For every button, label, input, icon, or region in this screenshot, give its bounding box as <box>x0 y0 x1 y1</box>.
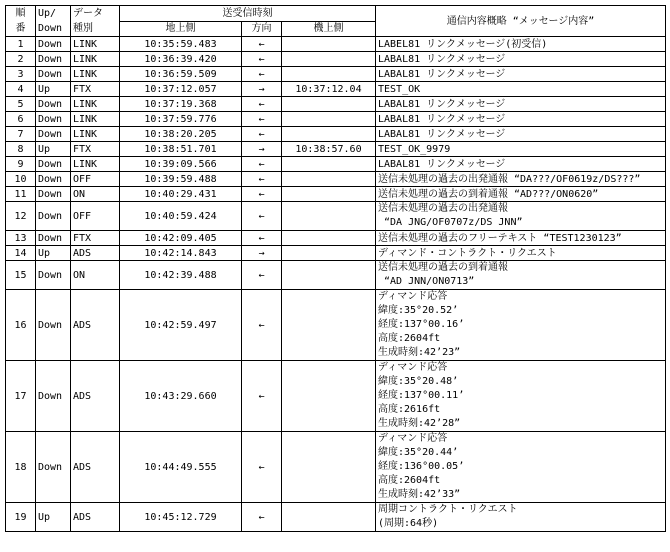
row-data-type: OFF <box>71 172 120 187</box>
table-row <box>6 432 666 503</box>
row-message-summary: LABEL81 リンクメッセージ(初受信) <box>376 37 666 52</box>
row-number: 6 <box>6 112 36 127</box>
log-table-body <box>6 37 666 532</box>
row-ground-time: 10:35:59.483 <box>120 37 242 52</box>
row-ground-time: 10:38:20.205 <box>120 127 242 142</box>
row-direction-arrow: ← <box>242 231 282 246</box>
row-direction-arrow: → <box>242 246 282 261</box>
row-up-down: Down <box>36 432 71 503</box>
row-number: 14 <box>6 246 36 261</box>
row-message-summary: ディマンド応答 緯度:35°20.48’ 経度:137°00.11’ 高度:2616ft 生成時刻:42’28” <box>376 361 666 432</box>
row-message-summary: TEST_OK <box>376 82 666 97</box>
row-direction-arrow: ← <box>242 503 282 532</box>
header-aircraft-side: 機上側 <box>282 21 376 37</box>
row-data-type: ADS <box>71 361 120 432</box>
row-aircraft-time <box>282 172 376 187</box>
row-data-type: LINK <box>71 112 120 127</box>
row-data-type: ADS <box>71 246 120 261</box>
row-up-down: Down <box>36 202 71 231</box>
row-message-summary: LABAL81 リンクメッセージ <box>376 157 666 172</box>
table-row <box>6 142 666 157</box>
row-aircraft-time: 10:37:12.04 <box>282 82 376 97</box>
row-up-down: Down <box>36 231 71 246</box>
row-number: 9 <box>6 157 36 172</box>
header-ground-side: 地上側 <box>120 21 242 37</box>
row-direction-arrow: ← <box>242 52 282 67</box>
row-direction-arrow: → <box>242 82 282 97</box>
row-up-down: Down <box>36 37 71 52</box>
row-number: 16 <box>6 290 36 361</box>
row-ground-time: 10:39:09.566 <box>120 157 242 172</box>
row-number: 17 <box>6 361 36 432</box>
row-up-down: Down <box>36 261 71 290</box>
row-data-type: LINK <box>71 127 120 142</box>
header-sequence-number: 順 番 <box>6 6 36 37</box>
row-number: 8 <box>6 142 36 157</box>
row-message-summary: ディマンド応答 緯度:35°20.52’ 経度:137°00.16’ 高度:2604ft 生成時刻:42’23” <box>376 290 666 361</box>
row-direction-arrow: ← <box>242 261 282 290</box>
row-data-type: OFF <box>71 202 120 231</box>
row-ground-time: 10:42:39.488 <box>120 261 242 290</box>
row-aircraft-time <box>282 231 376 246</box>
row-number: 1 <box>6 37 36 52</box>
row-up-down: Up <box>36 82 71 97</box>
table-row <box>6 52 666 67</box>
header-row-1 <box>6 6 666 22</box>
row-ground-time: 10:40:29.431 <box>120 187 242 202</box>
table-row <box>6 290 666 361</box>
row-aircraft-time <box>282 261 376 290</box>
table-row <box>6 202 666 231</box>
row-aircraft-time <box>282 52 376 67</box>
row-up-down: Up <box>36 503 71 532</box>
row-data-type: FTX <box>71 231 120 246</box>
row-data-type: LINK <box>71 67 120 82</box>
row-ground-time: 10:44:49.555 <box>120 432 242 503</box>
row-up-down: Down <box>36 52 71 67</box>
row-direction-arrow: ← <box>242 432 282 503</box>
row-data-type: LINK <box>71 97 120 112</box>
row-number: 11 <box>6 187 36 202</box>
row-number: 13 <box>6 231 36 246</box>
row-up-down: Down <box>36 361 71 432</box>
row-message-summary: ディマンド応答 緯度:35°20.44’ 経度:136°00.05’ 高度:2604ft 生成時刻:42’33” <box>376 432 666 503</box>
row-direction-arrow: ← <box>242 157 282 172</box>
row-aircraft-time <box>282 187 376 202</box>
row-aircraft-time <box>282 202 376 231</box>
row-data-type: ON <box>71 261 120 290</box>
header-direction: 方向 <box>242 21 282 37</box>
row-number: 10 <box>6 172 36 187</box>
row-message-summary: LABAL81 リンクメッセージ <box>376 97 666 112</box>
header-message-summary: 通信内容概略 “メッセージ内容” <box>376 6 666 37</box>
row-ground-time: 10:40:59.424 <box>120 202 242 231</box>
row-ground-time: 10:38:51.701 <box>120 142 242 157</box>
row-aircraft-time <box>282 97 376 112</box>
table-row <box>6 261 666 290</box>
row-ground-time: 10:45:12.729 <box>120 503 242 532</box>
row-direction-arrow: ← <box>242 67 282 82</box>
table-row <box>6 187 666 202</box>
row-ground-time: 10:43:29.660 <box>120 361 242 432</box>
row-message-summary: LABAL81 リンクメッセージ <box>376 127 666 142</box>
row-message-summary: 送信未処理の過去の出発通報 “DA???/OF0619z/DS???” <box>376 172 666 187</box>
row-message-summary: 送信未処理の過去のフリーテキスト “TEST1230123” <box>376 231 666 246</box>
row-ground-time: 10:42:14.843 <box>120 246 242 261</box>
header-time-group: 送受信時刻 <box>120 6 376 22</box>
row-data-type: LINK <box>71 52 120 67</box>
row-message-summary: 周期コントラクト・リクエスト (周期:64秒) <box>376 503 666 532</box>
row-ground-time: 10:37:12.057 <box>120 82 242 97</box>
row-ground-time: 10:37:59.776 <box>120 112 242 127</box>
table-row <box>6 246 666 261</box>
row-message-summary: 送信未処理の過去の出発通報 “DA JNG/OF0707z/DS JNN” <box>376 202 666 231</box>
row-up-down: Down <box>36 67 71 82</box>
row-number: 12 <box>6 202 36 231</box>
row-aircraft-time <box>282 290 376 361</box>
row-data-type: ON <box>71 187 120 202</box>
row-up-down: Down <box>36 187 71 202</box>
row-direction-arrow: ← <box>242 127 282 142</box>
row-number: 19 <box>6 503 36 532</box>
row-data-type: LINK <box>71 157 120 172</box>
row-up-down: Down <box>36 127 71 142</box>
row-data-type: ADS <box>71 503 120 532</box>
row-direction-arrow: ← <box>242 290 282 361</box>
table-row <box>6 503 666 532</box>
row-number: 2 <box>6 52 36 67</box>
row-data-type: FTX <box>71 82 120 97</box>
row-number: 7 <box>6 127 36 142</box>
row-ground-time: 10:42:09.405 <box>120 231 242 246</box>
row-up-down: Up <box>36 142 71 157</box>
row-data-type: FTX <box>71 142 120 157</box>
row-aircraft-time <box>282 246 376 261</box>
header-up-down: Up/ Down <box>36 6 71 37</box>
row-aircraft-time <box>282 37 376 52</box>
row-ground-time: 10:36:59.509 <box>120 67 242 82</box>
row-data-type: ADS <box>71 432 120 503</box>
log-table-wrapper <box>5 5 666 532</box>
row-up-down: Down <box>36 112 71 127</box>
row-message-summary: LABAL81 リンクメッセージ <box>376 52 666 67</box>
row-ground-time: 10:42:59.497 <box>120 290 242 361</box>
row-number: 5 <box>6 97 36 112</box>
row-number: 3 <box>6 67 36 82</box>
header-data-type: データ 種別 <box>71 6 120 37</box>
row-number: 18 <box>6 432 36 503</box>
row-direction-arrow: ← <box>242 37 282 52</box>
table-row <box>6 67 666 82</box>
row-up-down: Down <box>36 97 71 112</box>
table-row <box>6 97 666 112</box>
row-message-summary: 送信未処理の過去の到着通報 “AD JNN/ON0713” <box>376 261 666 290</box>
row-aircraft-time <box>282 127 376 142</box>
row-message-summary: LABAL81 リンクメッセージ <box>376 112 666 127</box>
table-row <box>6 361 666 432</box>
table-row <box>6 37 666 52</box>
row-number: 4 <box>6 82 36 97</box>
row-data-type: LINK <box>71 37 120 52</box>
row-direction-arrow: ← <box>242 97 282 112</box>
table-row <box>6 172 666 187</box>
row-aircraft-time <box>282 67 376 82</box>
table-row <box>6 82 666 97</box>
row-ground-time: 10:39:59.488 <box>120 172 242 187</box>
communication-log-table <box>5 5 666 532</box>
row-direction-arrow: ← <box>242 202 282 231</box>
row-aircraft-time <box>282 503 376 532</box>
row-aircraft-time <box>282 432 376 503</box>
table-row <box>6 127 666 142</box>
row-number: 15 <box>6 261 36 290</box>
row-direction-arrow: ← <box>242 112 282 127</box>
row-aircraft-time: 10:38:57.60 <box>282 142 376 157</box>
table-row <box>6 231 666 246</box>
row-ground-time: 10:37:19.368 <box>120 97 242 112</box>
row-direction-arrow: ← <box>242 187 282 202</box>
row-direction-arrow: ← <box>242 361 282 432</box>
row-message-summary: ディマンド・コントラクト・リクエスト <box>376 246 666 261</box>
row-ground-time: 10:36:39.420 <box>120 52 242 67</box>
table-row <box>6 112 666 127</box>
row-message-summary: TEST_OK_9979 <box>376 142 666 157</box>
row-direction-arrow: → <box>242 142 282 157</box>
row-aircraft-time <box>282 157 376 172</box>
table-row <box>6 157 666 172</box>
row-message-summary: 送信未処理の過去の到着通報 “AD???/ON0620” <box>376 187 666 202</box>
row-up-down: Down <box>36 290 71 361</box>
row-aircraft-time <box>282 112 376 127</box>
row-up-down: Down <box>36 157 71 172</box>
row-up-down: Up <box>36 246 71 261</box>
row-direction-arrow: ← <box>242 172 282 187</box>
row-aircraft-time <box>282 361 376 432</box>
row-message-summary: LABAL81 リンクメッセージ <box>376 67 666 82</box>
row-up-down: Down <box>36 172 71 187</box>
row-data-type: ADS <box>71 290 120 361</box>
